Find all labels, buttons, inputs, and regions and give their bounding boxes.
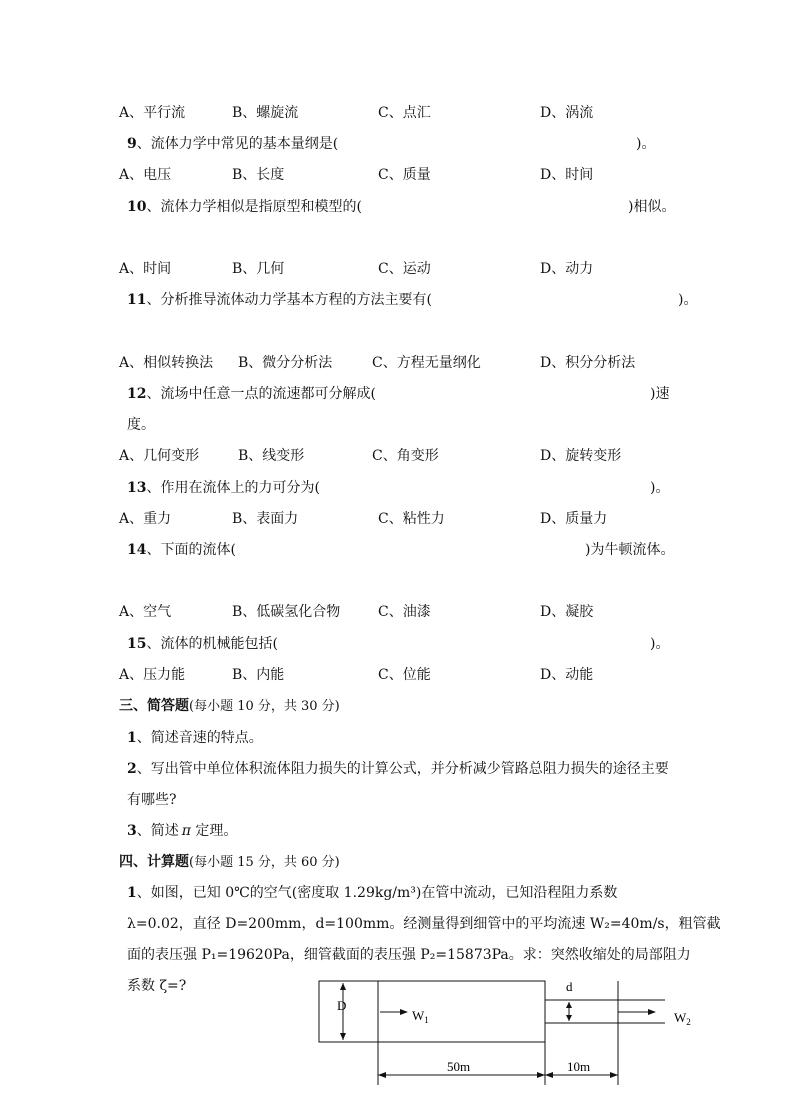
q13-option-c: C、粘性力 — [378, 511, 445, 527]
q8-option-c: C、点汇 — [378, 105, 431, 121]
q14-option-a: A、空气 — [119, 604, 172, 620]
q12-text: 、流场中任意一点的流速都可分解成( — [146, 386, 376, 402]
s4-problem-1-line3: 面的表压强 P₁=19620Pa，细管截面的表压强 P₂=15873Pa。求：突然收缩处的局部阻力 — [127, 947, 691, 963]
label-W1-main: W — [412, 1008, 425, 1023]
section3-heading — [119, 697, 340, 716]
s3-item-2 — [127, 760, 669, 778]
q13-question — [127, 479, 320, 497]
q9-number: 9 — [127, 136, 137, 152]
q11-number: 11 — [127, 292, 147, 308]
q15-close: )。 — [650, 636, 670, 652]
label-W2 — [674, 1010, 691, 1027]
q15-number: 15 — [127, 636, 147, 652]
label-50m: 50m — [447, 1059, 471, 1074]
s4-problem-1-line1 — [127, 884, 617, 902]
s3-item-1-text: 、简述音速的特点。 — [136, 730, 263, 746]
q15-question — [127, 635, 278, 653]
q8-option-d: D、涡流 — [540, 105, 594, 121]
s3-item-3-after: 定理。 — [190, 823, 238, 839]
q9-close: )。 — [636, 136, 656, 152]
q15-option-b: B、内能 — [232, 667, 285, 683]
section3-title: 三、简答题 — [119, 698, 189, 714]
section4-heading — [119, 853, 340, 872]
section4-note: (每小题 15 分，共 60 分) — [189, 855, 340, 870]
q9-option-b: B、长度 — [232, 167, 285, 183]
q10-option-b: B、几何 — [232, 261, 285, 277]
label-W1 — [412, 1008, 429, 1025]
label-D: D — [337, 998, 347, 1013]
q9-question — [127, 135, 338, 153]
q11-close: )。 — [678, 292, 698, 308]
q10-option-a: A、时间 — [119, 261, 172, 277]
q11-option-a: A、相似转换法 — [119, 355, 214, 371]
s3-item-1 — [127, 729, 263, 747]
s3-item-3-text: 、简述 — [136, 823, 179, 839]
q14-option-c: C、油漆 — [378, 604, 431, 620]
q15-text: 、流体的机械能包括( — [146, 636, 278, 652]
q8-option-b: B、螺旋流 — [232, 105, 299, 121]
q13-option-a: A、重力 — [119, 511, 172, 527]
label-W1-sub: 1 — [424, 1015, 429, 1025]
q11-text: 、分析推导流体动力学基本方程的方法主要有( — [146, 292, 432, 308]
q14-question — [127, 541, 236, 559]
q12-option-b: B、线变形 — [238, 448, 305, 464]
label-10m: 10m — [567, 1059, 591, 1074]
section4-title: 四、计算题 — [119, 854, 189, 870]
q12-option-d: D、旋转变形 — [540, 448, 622, 464]
q10-option-c: C、运动 — [378, 261, 431, 277]
s4-problem-1-line2: λ=0.02，直径 D=200mm，d=100mm。经测量得到细管中的平均流速 W₂=40m/s，粗管截 — [127, 916, 721, 932]
label-d: d — [566, 979, 573, 994]
q13-option-d: D、质量力 — [540, 511, 608, 527]
q9-option-c: C、质量 — [378, 167, 431, 183]
q11-question — [127, 291, 432, 309]
s3-item-2-number: 2 — [127, 761, 137, 777]
q10-close: )相似。 — [628, 199, 676, 215]
q12-close: )速 — [650, 386, 670, 402]
q9-text: 、流体力学中常见的基本量纲是( — [136, 136, 339, 152]
q13-close: )。 — [650, 480, 670, 496]
q9-option-a: A、电压 — [119, 167, 172, 183]
q12-option-c: C、角变形 — [372, 448, 439, 464]
q15-option-d: D、动能 — [540, 667, 594, 683]
q8-option-a: A、平行流 — [119, 105, 186, 121]
q14-text: 、下面的流体( — [146, 542, 236, 558]
q14-option-b: B、低碳氢化合物 — [232, 604, 341, 620]
q13-text: 、作用在流体上的力可分为( — [146, 480, 320, 496]
pi-symbol: π — [181, 823, 191, 839]
s3-item-3 — [127, 822, 237, 840]
s4-problem-1-number: 1 — [127, 885, 137, 901]
large-pipe — [319, 981, 545, 1042]
s3-item-1-number: 1 — [127, 730, 137, 746]
s4-problem-1-text1: 、如图，已知 0℃的空气(密度取 1.29kg/m³)在管中流动，已知沿程阻力系数 — [136, 885, 618, 901]
q15-option-a: A、压力能 — [119, 667, 186, 683]
q11-option-b: B、微分分析法 — [238, 355, 333, 371]
q12-continuation: 度。 — [127, 417, 155, 433]
q10-text: 、流体力学相似是指原型和模型的( — [146, 199, 362, 215]
q11-option-d: D、积分分析法 — [540, 355, 636, 371]
q11-option-c: C、方程无量纲化 — [372, 355, 481, 371]
q15-option-c: C、位能 — [378, 667, 431, 683]
q12-number: 12 — [127, 386, 147, 402]
q14-close: )为牛顿流体。 — [585, 542, 675, 558]
label-W2-main: W — [674, 1010, 687, 1025]
q13-option-b: B、表面力 — [232, 511, 299, 527]
s4-problem-1-line4: 系数 ζ=? — [127, 978, 187, 994]
s3-item-2-text: 、写出管中单位体积流体阻力损失的计算公式，并分析减少管路总阻力损失的途径主要 — [136, 761, 669, 777]
section3-note: (每小题 10 分，共 30 分) — [189, 699, 340, 714]
q13-number: 13 — [127, 480, 147, 496]
label-W2-sub: 2 — [686, 1017, 691, 1027]
q14-number: 14 — [127, 542, 147, 558]
q9-option-d: D、时间 — [540, 167, 594, 183]
s3-item-3-number: 3 — [127, 823, 137, 839]
q14-option-d: D、凝胶 — [540, 604, 594, 620]
q12-question — [127, 385, 376, 403]
q10-option-d: D、动力 — [540, 261, 594, 277]
q10-question — [127, 198, 362, 216]
q12-option-a: A、几何变形 — [119, 448, 200, 464]
q10-number: 10 — [127, 199, 147, 215]
s3-item-2-continuation: 有哪些? — [127, 792, 177, 808]
